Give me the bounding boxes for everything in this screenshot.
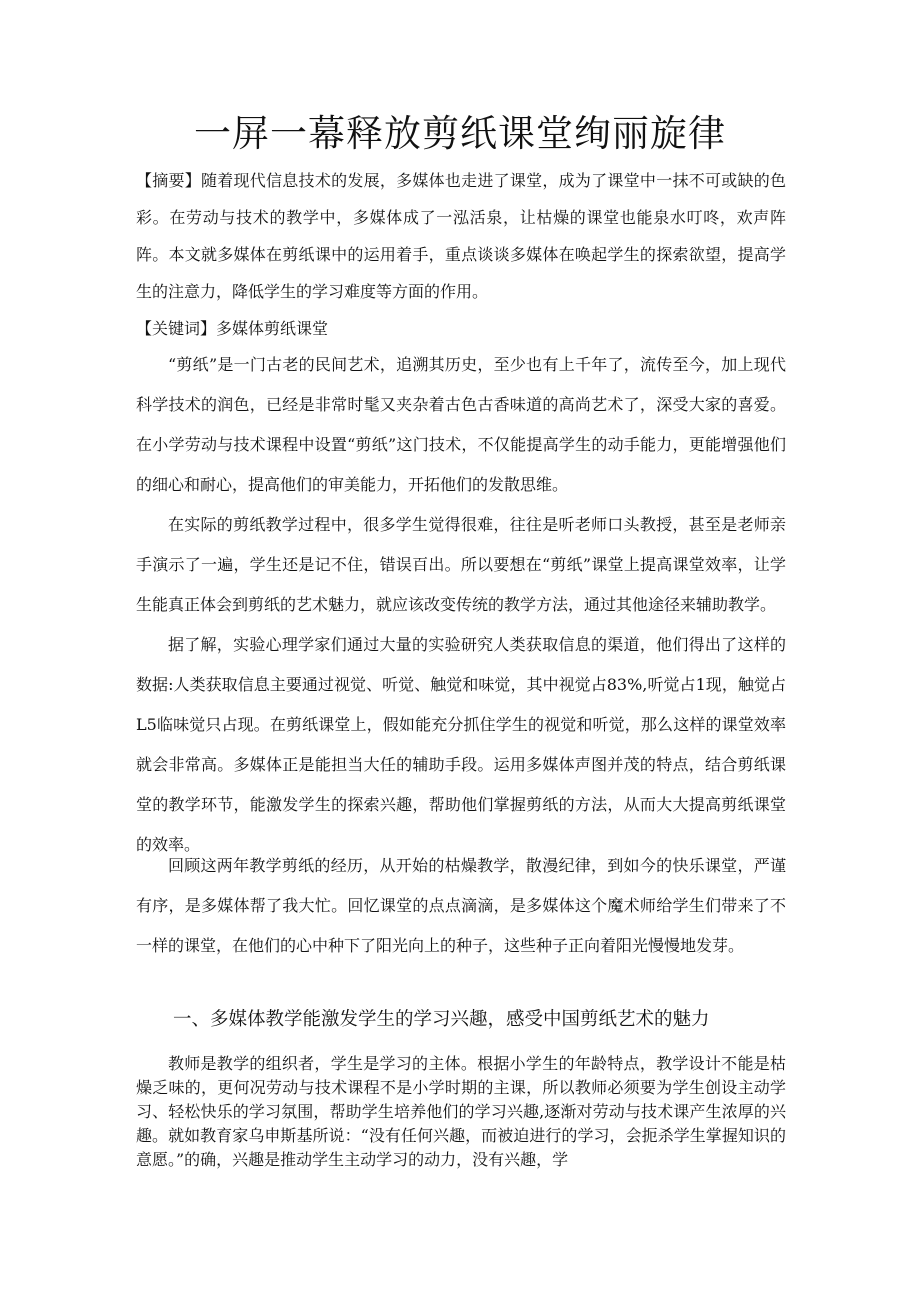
keywords-line: 【关键词】多媒体剪纸课堂	[136, 319, 329, 338]
abstract-paragraph: 【摘要】随着现代信息技术的发展，多媒体也走进了课堂，成为了课堂中一抹不可或缺的色彩。在劳动与技术的教学中，多媒体成了一泓活泉，让枯燥的课堂也能泉水叮咚，欢声阵阵。本文就多媒体在剪纸课中的运用着手，重点谈谈多媒体在唤起学生的探索欲望，提高学生的注意力，降低学生的学习难度等方面的作用。	[136, 171, 786, 301]
section-heading: 一、多媒体教学能激发学生的学习兴趣，感受中国剪纸艺术的魅力	[173, 1009, 710, 1030]
body-paragraph: 在实际的剪纸教学过程中，很多学生觉得很难，往往是听老师口头教授，甚至是老师亲手演示了一遍，学生还是记不住，错误百出。所以要想在“剪纸”课堂上提高课堂效率，让学生能真正体会到剪纸的艺术魅力，就应该改变传统的教学方法，通过其他途径来辅助教学。	[136, 515, 786, 614]
body-paragraph: 据了解，实验心理学家们通过大量的实验研究人类获取信息的渠道，他们得出了这样的数据:人类获取信息主要通过视觉、听觉、触觉和味觉，其中视觉占83%,听觉占1现，触觉占L5临味觉只占现。在剪纸课堂上，假如能充分抓住学生的视觉和听觉，那么这样的课堂效率就会非常高。多媒体正是能担当大任的辅助手段。运用多媒体声图并茂的特点，结合剪纸课堂的教学环节，能激发学生的探索兴趣，帮助他们掌握剪纸的方法，从而大大提高剪纸课堂的效率。	[136, 635, 786, 854]
body-paragraph: 回顾这两年教学剪纸的经历，从开始的枯燥教学，散漫纪律，到如今的快乐课堂，严谨有序，是多媒体帮了我大忙。回忆课堂的点点滴滴，是多媒体这个魔术师给学生们带来了不一样的课堂，在他们的心中种下了阳光向上的种子，这些种子正向着阳光慢慢地发芽。	[136, 856, 786, 955]
section-paragraph: 教师是教学的组织者，学生是学习的主体。根据小学生的年龄特点，教学设计不能是枯燥乏味的，更何况劳动与技术课程不是小学时期的主课，所以教师必须要为学生创设主动学习、轻松快乐的学习氛围，帮助学生培养他们的学习兴趣,逐渐对劳动与技术课产生浓厚的兴趣。就如教育家乌申斯基所说：“没有任何兴趣，而被迫进行的学习，会扼杀学生掌握知识的意愿。”的确，兴趣是推动学生主动学习的动力，没有兴趣，学	[136, 1054, 786, 1169]
document-title: 一屏一幕释放剪纸课堂绚丽旋律	[194, 112, 726, 155]
body-paragraph: “剪纸”是一门古老的民间艺术，追溯其历史，至少也有上千年了，流传至今，加上现代科学技术的润色，已经是非常时髦又夹杂着古色古香味道的高尚艺术了，深受大家的喜爱。在小学劳动与技术课程中设置“剪纸”这门技术，不仅能提高学生的动手能力，更能增强他们的细心和耐心，提高他们的审美能力，开拓他们的发散思维。	[136, 355, 786, 494]
